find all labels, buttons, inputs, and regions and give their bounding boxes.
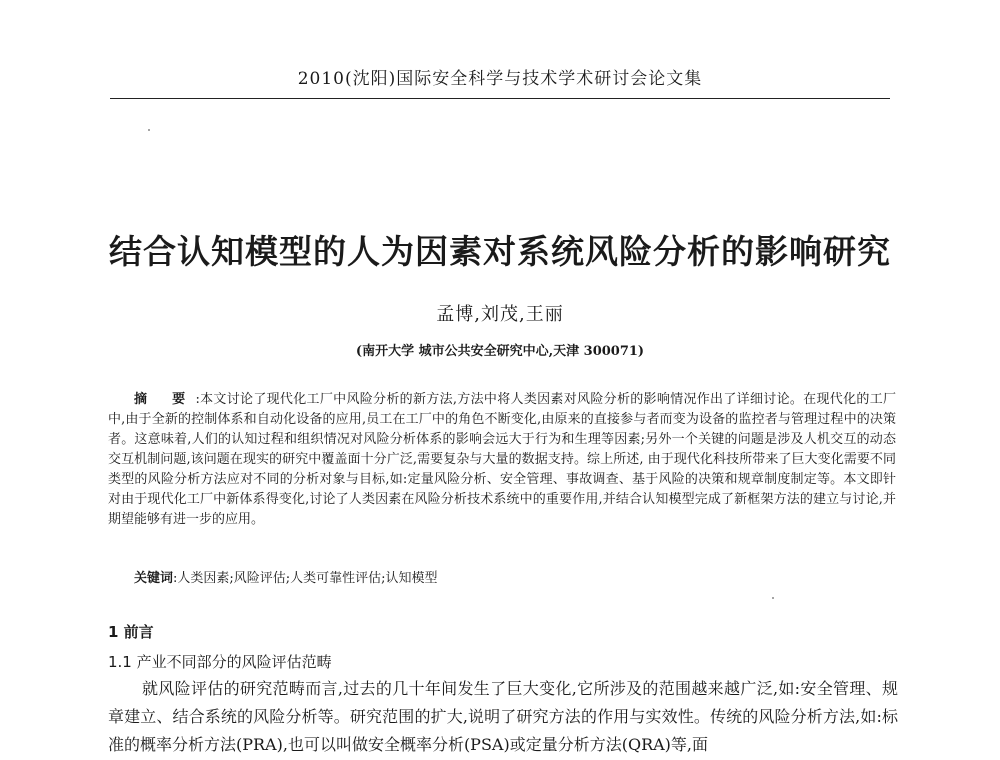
paper-title: 结合认知模型的人为因素对系统风险分析的影响研究 (109, 232, 891, 271)
abstract (108, 390, 896, 530)
keywords (134, 567, 894, 586)
body-paragraph: 就风险评估的研究范畴而言,过去的几十年间发生了巨大变化,它所涉及的范围越来越广泛,如:安全管理、规章建立、结合系统的风险分析等。研究范围的扩大,说明了研究方法的作用与实效性。传统的风险分析方法,如:标准的概率分析方法(PRA),也可以叫做安全概率分析(PSA)或定量分析方法(QRA)等,面 (108, 679, 898, 754)
keywords-text: :人类因素;风险评估;人类可靠性评估;认知模型 (173, 571, 438, 586)
author-list: 孟博,刘茂,王丽 (436, 304, 564, 325)
abstract-text: :本文讨论了现代化工厂中风险分析的新方法,方法中将人类因素对风险分析的影响情况作出了详细讨论。在现代化的工厂中,由于全新的控制体系和自动化设备的应用,员工在工厂中的角色不断变化,由原来的直接参与者而变为设备的监控者与管理过程中的决策者。这意味着,人们的认知过程和组织情况对风险分析体系的影响会远大于行为和生理等因素;另外一个关键的问题是涉及人机交互的动态交互机制问题,该问题在现实的研究中覆盖面十分广泛,需要复杂与大量的数据支持。综上所述, 由于现代化科技所带来了巨大变化需要不同类型的风险分析方法应对不同的分析对象与目标,如:定量风险分析、安全管理、事故调查、基于风险的决策和规章制度制定等。本文即针对由于现代化工厂中新体系得变化,讨论了人类因素在风险分析技术系统中的重要作用,并结合认知模型完成了新框架方法的建立与讨论,并期望能够有进一步的应用。 (108, 392, 896, 527)
affiliation: (南开大学 城市公共安全研究中心,天津 300071) (355, 344, 645, 359)
running-header: 2010(沈阳)国际安全科学与技术学术研讨会论文集 (297, 69, 703, 89)
subsection-heading: 1.1 产业不同部分的风险评估范畴 (108, 653, 332, 671)
section-heading-introduction: 1 前言 (108, 623, 154, 641)
scan-speck (772, 597, 774, 599)
abstract-label: 摘 要 (134, 392, 196, 407)
header-rule (110, 98, 890, 99)
scan-speck (148, 129, 150, 131)
keywords-label: 关键词 (134, 571, 174, 586)
